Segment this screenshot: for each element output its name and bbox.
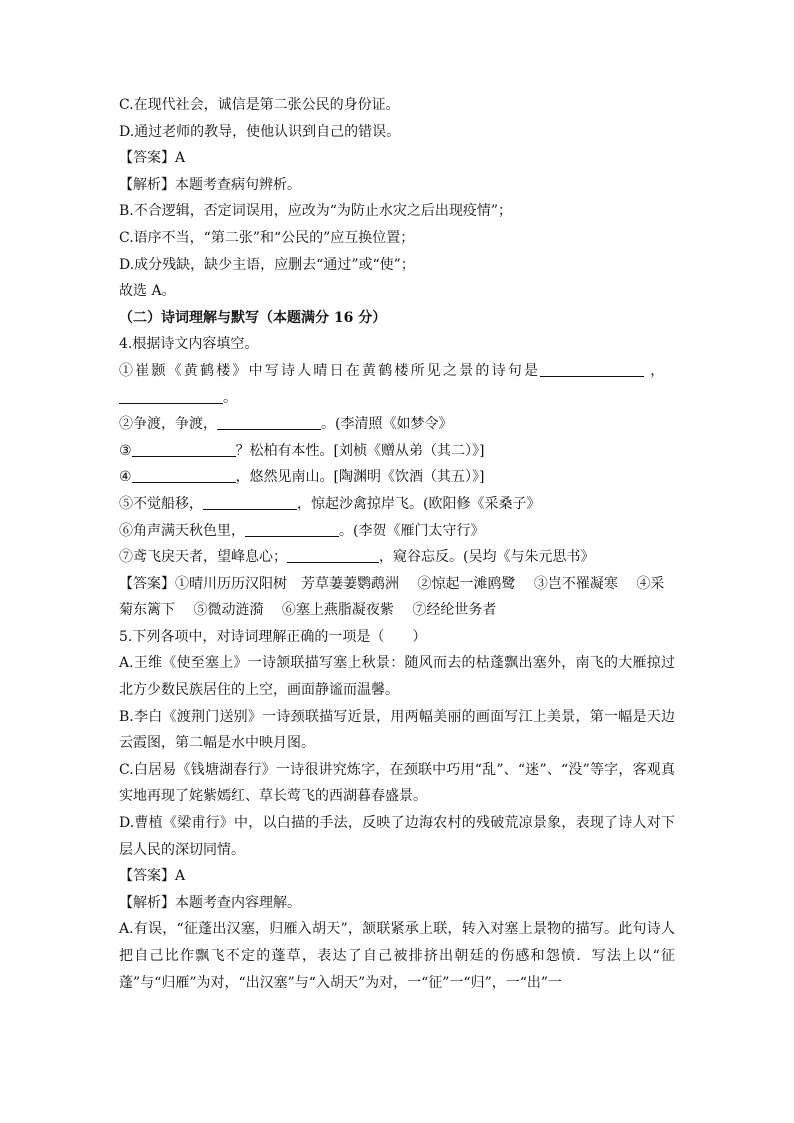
fill-item-1: ①崔颢《黄鹤楼》中写诗人晴日在黄鹤楼所见之景的诗句是 ， — [119, 358, 675, 385]
answer-blank[interactable] — [203, 493, 297, 510]
answer-blank[interactable] — [119, 387, 223, 404]
option-a: A.王维《使至塞上》一诗颔联描写塞上秋景：随风而去的枯蓬飘出塞外，南飞的大雁掠过北方少数民族居住的上空，画面静谧而温馨。 — [119, 655, 675, 699]
answer-blank[interactable] — [540, 360, 644, 377]
option-c: C.白居易《钱塘湖春行》一诗很讲究炼字，在颈联中巧用“乱”、“迷”、“没”等字，客观真实地再现了姹紫嫣红、草长莺飞的西湖暮春盛景。 — [119, 761, 675, 805]
answer-blank[interactable] — [245, 520, 339, 537]
answer-blank[interactable] — [217, 413, 321, 430]
fill-item-4: ④ ，悠然见南山。[陶渊明《饮酒（其五）》] — [119, 464, 675, 491]
answer-blank[interactable] — [132, 440, 236, 457]
fill-item-2: ②争渡，争渡， 。(李清照《如梦令》 — [119, 411, 675, 438]
fill-item-7: ⑦鸢飞戾天者，望峰息心； ，窥谷忘反。(吴均《与朱元思书》 — [119, 544, 675, 571]
analysis-title: 【解析】本题考查内容理解。 — [119, 894, 301, 911]
answer-line: 【答案】A — [119, 868, 186, 885]
text-line: D.通过老师的教导，使他认识到自己的错误。 — [119, 123, 401, 140]
text-line: 故选 A。 — [119, 283, 176, 300]
fill-item-6: ⑥角声满天秋色里， 。(李贺《雁门太守行》 — [119, 518, 675, 545]
text-line: C.在现代社会，诚信是第二张公民的身份证。 — [119, 97, 400, 113]
text-line: D.成分残缺，缺少主语，应删去“通过”或“使”； — [119, 256, 415, 273]
option-d: D.曹植《梁甫行》中，以白描的手法，反映了边海农村的残破荒凉景象，表现了诗人对下层人民的深切同情。 — [119, 815, 675, 858]
answer-blank[interactable] — [132, 466, 236, 483]
question-stem: 4.根据诗文内容填空。 — [119, 336, 259, 353]
option-b: B.李白《渡荆门送别》一诗颈联描写近景，用两幅美丽的画面写江上美景，第一幅是天边云霞图，第二幅是水中映月图。 — [119, 708, 675, 752]
fill-item-5: ⑤不觉船移， ，惊起沙禽掠岸飞。(欧阳修《采桑子》 — [119, 491, 675, 518]
text-line: B.不合逻辑，否定词误用，应改为“为防止水灾之后出现疫情”； — [119, 203, 513, 220]
document-page — [119, 92, 675, 996]
fill-item-3: ③ ？松柏有本性。[刘桢《赠从弟（其二）》] — [119, 438, 675, 465]
text-line: C.语序不当，“第二张”和“公民的”应互换位置； — [119, 229, 415, 246]
analysis-a: A.有误，“征蓬出汉塞，归雁入胡天”，颔联紧承上联，转入对塞上景物的描写。此句诗人把自己比作飘飞不定的蓬草，表达了自己被排挤出朝廷的伤感和怨愤．写法上以“征蓬”与“归雁”为对，“出汉塞”与“入胡天”为对，一“征”一“归”，一“出”一 — [119, 921, 675, 991]
question-stem: 5.下列各项中，对诗词理解正确的一项是（ ） — [119, 628, 427, 645]
fill-item-1-cont: 。 — [119, 385, 675, 412]
analysis-title: 【解析】本题考查病句辨析。 — [119, 176, 301, 193]
answer-blank[interactable] — [287, 546, 379, 563]
answer-line: 【答案】A — [119, 150, 186, 167]
q4-answer: 【答案】①晴川历历汉阳树 芳草萋萋鹦鹉洲 ②惊起一滩鸥鹭 ③岂不罹凝寒 ④采菊东篱下 ⑤微动涟漪 ⑥塞上燕脂凝夜紫 ⑦经纶世务者 — [119, 575, 665, 619]
section-title: （二）诗词理解与默写（本题满分 16 分） — [119, 309, 387, 326]
